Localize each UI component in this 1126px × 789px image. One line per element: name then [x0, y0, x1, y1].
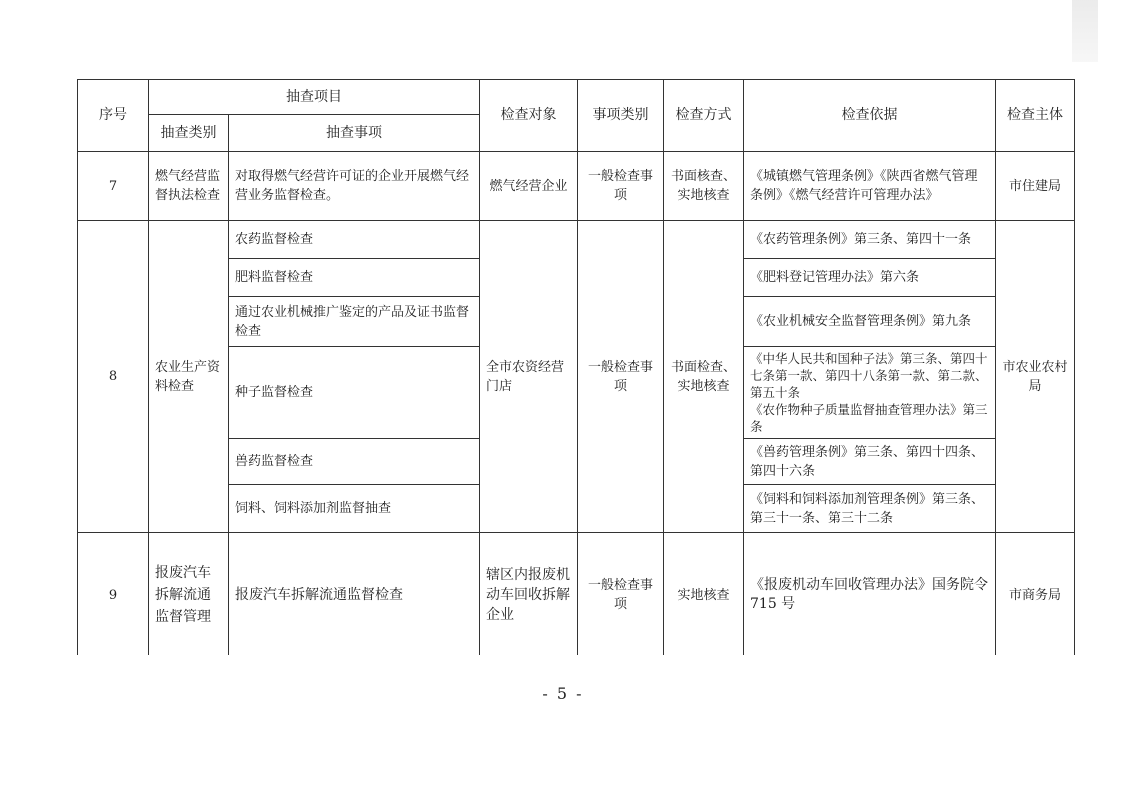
row-target: 全市农资经营门店: [480, 221, 578, 533]
header-agency: 检查主体: [996, 80, 1075, 152]
page-number: - 5 -: [542, 684, 584, 703]
row-basis: 《饲料和饲料添加剂管理条例》第三条、第三十一条、第三十二条: [744, 485, 996, 533]
row-target: 燃气经营企业: [480, 152, 578, 221]
row-item: 对取得燃气经营许可证的企业开展燃气经营业务监督检查。: [229, 152, 480, 221]
row-category: 报废汽车拆解流通监督管理: [149, 533, 229, 658]
header-method: 检查方式: [664, 80, 744, 152]
header-seq: 序号: [78, 80, 149, 152]
row-seq: 7: [78, 152, 149, 221]
table-row: [78, 533, 1075, 658]
row-item: 种子监督检查: [229, 347, 480, 439]
row-item: 兽药监督检查: [229, 439, 480, 485]
row-basis: 《兽药管理条例》第三条、第四十四条、第四十六条: [744, 439, 996, 485]
row-method: 实地核查: [664, 533, 744, 658]
row-method: 书面核查、实地核查: [664, 152, 744, 221]
row-seq: 8: [78, 221, 149, 533]
row-method: 书面检查、实地核查: [664, 221, 744, 533]
row-category: 农业生产资料检查: [149, 221, 229, 533]
row-item: 农药监督检查: [229, 221, 480, 259]
row-type: 一般检查事项: [578, 152, 664, 221]
header-basis: 检查依据: [744, 80, 996, 152]
scan-shadow: [1072, 0, 1098, 62]
table-bottom-mask: [0, 655, 1126, 675]
header-type: 事项类别: [578, 80, 664, 152]
row-item: 报废汽车拆解流通监督检查: [229, 533, 480, 658]
header-category: 抽查类别: [149, 115, 229, 152]
row-item: 肥料监督检查: [229, 259, 480, 297]
row-basis: 《中华人民共和国种子法》第三条、第四十七条第一款、第四十八条第一款、第二款、第五十条 《农作物种子质量监督抽查管理办法》第三条: [744, 347, 996, 439]
row-category: 燃气经营监督执法检查: [149, 152, 229, 221]
table-row: [78, 152, 1075, 221]
row-seq: 9: [78, 533, 149, 658]
row-agency: 市农业农村局: [996, 221, 1075, 533]
row-target: 辖区内报废机动车回收拆解企业: [480, 533, 578, 658]
header-target: 检查对象: [480, 80, 578, 152]
header-item: 抽查事项: [229, 115, 480, 152]
row-type: 一般检查事项: [578, 221, 664, 533]
row-basis: 《农业机械安全监督管理条例》第九条: [744, 297, 996, 347]
row-basis: 《城镇燃气管理条例》《陕西省燃气管理条例》《燃气经营许可管理办法》: [744, 152, 996, 221]
row-agency: 市住建局: [996, 152, 1075, 221]
row-item: 通过农业机械推广鉴定的产品及证书监督检查: [229, 297, 480, 347]
row-item: 饲料、饲料添加剂监督抽查: [229, 485, 480, 533]
row-basis: 《报废机动车回收管理办法》国务院令 715 号: [744, 533, 996, 658]
row-type: 一般检查事项: [578, 533, 664, 658]
header-project: 抽查项目: [149, 80, 480, 115]
row-basis: 《农药管理条例》第三条、第四十一条: [744, 221, 996, 259]
inspection-table: [77, 79, 1075, 658]
row-agency: 市商务局: [996, 533, 1075, 658]
row-basis: 《肥料登记管理办法》第六条: [744, 259, 996, 297]
table-row: [78, 221, 1075, 259]
